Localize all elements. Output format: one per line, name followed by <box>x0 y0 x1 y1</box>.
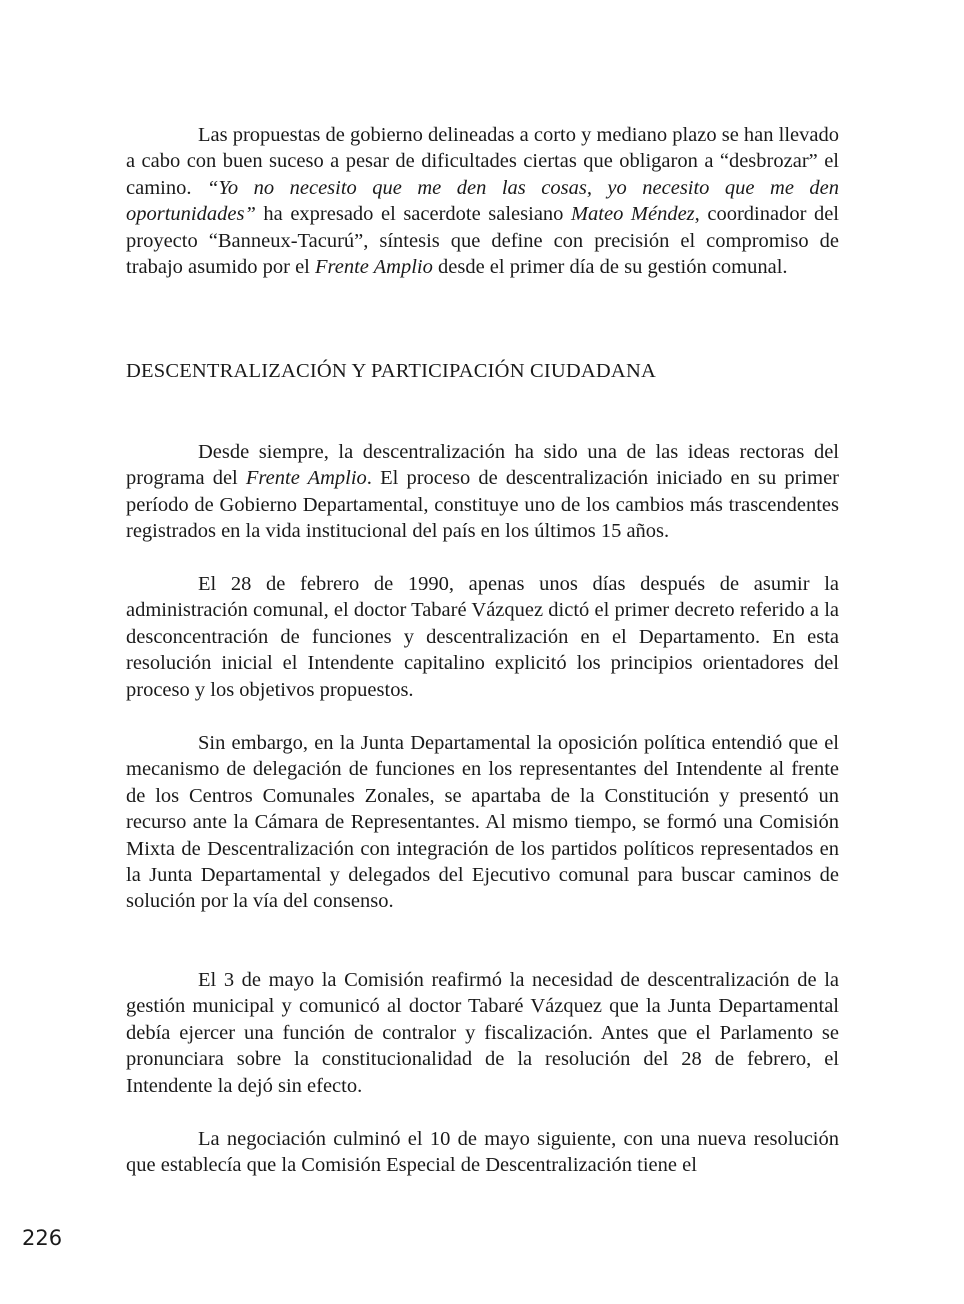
paragraph-descentralizacion-text-a: Desde siempre, la descentralización ha sido una de las ideas rectoras del programa del <box>126 441 839 490</box>
paragraph-intro-text-d: desde el primer día de su gestión comunal. <box>432 256 788 279</box>
paragraph-intro-text-b: ha expresado el sacerdote salesiano <box>255 203 571 226</box>
section-heading: DESCENTRALIZACIÓN Y PARTICIPACIÓN CIUDADANA <box>126 360 656 382</box>
paragraph-intro-text-c: , coordinador del proyecto “Banneux-Tacurú”, síntesis que define con precisión el compromiso de trabajo asumido por el <box>126 203 839 279</box>
paragraph-comision: El 3 de mayo la Comisión reafirmó la necesidad de descentralización de la gestión municipal y comunicó al doctor Tabaré Vázquez que la Junta Departamental debía ejercer una función de contralor y fiscalización. Antes que el Parlamento se pronunciara sobre la constitucionalidad de la resolución del 28 de febrero, el Intendente la dejó sin efecto. <box>126 969 839 1097</box>
paragraph-intro <box>126 122 839 280</box>
party-name: Frente Amplio <box>315 256 433 279</box>
quote-text: “Yo no necesito que me den las cosas, yo necesito que me den oportunidades” <box>126 176 840 226</box>
paragraph-descentralizacion <box>126 439 839 545</box>
party-name: Frente Amplio <box>245 467 367 490</box>
person-name: Mateo Méndez <box>570 203 695 226</box>
paragraph-decreto: El 28 de febrero de 1990, apenas unos días después de asumir la administración comunal, el doctor Tabaré Vázquez dictó el primer decreto referido a la desconcentración de funciones y descentralización en el Departamento. En esta resolución inicial el Intendente capitalino explicitó los principios orientadores del proceso y los objetivos propuestos. <box>126 573 839 701</box>
page-number: 226 <box>22 1226 63 1250</box>
paragraph-intro-text-a: Las propuestas de gobierno delineadas a corto y mediano plazo se han llevado a cabo con buen suceso a pesar de dificultades ciertas que obligaron a “desbrozar” el camino. <box>126 124 839 199</box>
paragraph-descentralizacion-text-b: . El proceso de descentralización iniciado en su primer período de Gobierno Departamental, constituye uno de los cambios más trascendentes registrados en la vida institucional del país en los últimos 15 años. <box>126 467 840 543</box>
paragraph-negociacion: La negociación culminó el 10 de mayo siguiente, con una nueva resolución que establecía que la Comisión Especial de Descentralización tiene el <box>126 1128 839 1177</box>
paragraph-junta: Sin embargo, en la Junta Departamental la oposición política entendió que el mecanismo de delegación de funciones en los representantes del Intendente al frente de los Centros Comunales Zonales, se apartaba de la Constitución y presentó un recurso ante la Cámara de Representantes. Al mismo tiempo, se formó una Comisión Mixta de Descentralización con integración de los partidos políticos representados en la Junta Departamental y delegados del Ejecutivo comunal para buscar caminos de solución por la vía del consenso. <box>126 732 839 913</box>
